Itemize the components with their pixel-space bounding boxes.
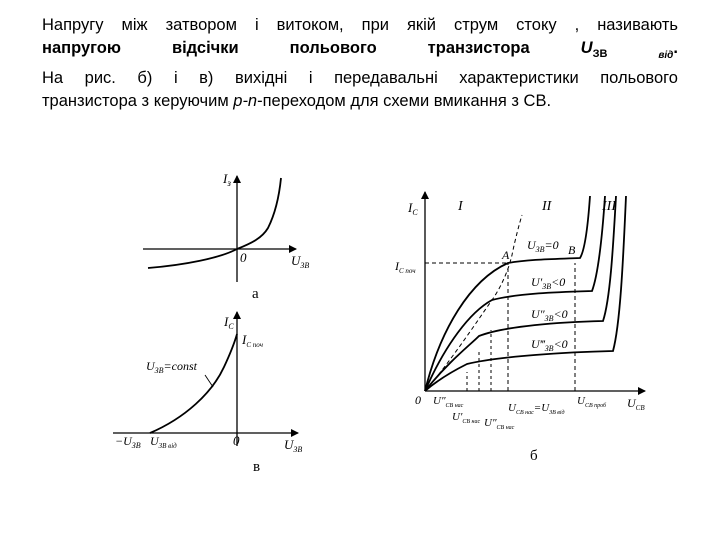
fig-b-x-label: $U_{СВ}$ (627, 396, 645, 412)
fig-b-xlab-3: $U''_{СВ нас}$ (484, 417, 515, 431)
text-line-1: Напругу між затвором і витоком, при якій струм стоку , називають (42, 16, 678, 34)
fig-b-region-3: III (602, 199, 616, 214)
fig-b-curve-2-label: $U'_{ЗВ}<0$ (531, 275, 566, 291)
fig-b-point-b: B (568, 243, 576, 257)
fig-b-origin-label: 0 (415, 393, 421, 407)
fig-v-x-label: $U_{ЗВ}$ (284, 437, 303, 454)
fig-a-x-label: $U_{ЗВ}$ (291, 253, 310, 270)
fig-b-region-2: II (542, 199, 552, 214)
fig-v-caption: в (253, 459, 261, 475)
text-line-4: транзистора з керуючим p-n-переходом для схеми вмикання з СВ. (42, 92, 552, 110)
term-word-1: напругою (42, 39, 121, 57)
fig-b-curve-1-label: $U_{ЗВ}=0$ (527, 238, 559, 254)
term-word-3: польового (289, 39, 377, 57)
fig-v-neg-axis-label: $-U_{ЗВ}$ (115, 434, 141, 450)
fig-b-caption: б (530, 448, 538, 464)
fig-b-ic-label: $I_{С поч}$ (395, 259, 416, 275)
fig-a-curve (148, 178, 281, 268)
fig-b-curve-3-label: $U''_{ЗВ}<0$ (531, 307, 568, 323)
fig-b-xlab-1: $U''_{СВ нас}$ (433, 395, 464, 409)
fig-v-leader-line (205, 375, 213, 387)
cutoff-voltage-symbol: $U_{ЗВ}$ (580, 39, 608, 60)
fig-v-y-label: $I_С$ (224, 314, 234, 331)
fig-a-caption: а (252, 286, 259, 302)
fig-v-cutoff-label: $U_{ЗВ від}$ (150, 434, 177, 450)
fig-b-curve-4-label: $U‴_{ЗВ}<0$ (531, 337, 568, 353)
text-line-3: На рис. б) і в) вихідні і передавальні характеристики польового (42, 69, 678, 87)
fig-b-y-label: $I_С$ (408, 200, 418, 217)
fig-b-xlab-5: $U_{СВ проб}$ (577, 395, 607, 409)
fig-b-xlab-4: $U_{СВ нас}=U_{ЗВ від}$ (508, 402, 565, 416)
fig-b-region-1: I (458, 199, 463, 214)
fig-b-xlab-2: $U'_{СВ нас}$ (452, 411, 481, 425)
fig-b-point-a: A (502, 248, 510, 262)
fig-v-origin-label: 0 (233, 433, 240, 448)
figure-b-output-characteristics (394, 192, 645, 464)
fig-b-curve-4 (425, 196, 626, 391)
fig-v-curve (150, 334, 237, 433)
fig-v-ic-label: $I_{С поч}$ (242, 332, 263, 349)
figure-v-transfer-characteristic (113, 312, 302, 475)
term-word-4: транзистора (427, 39, 530, 57)
fig-v-param-label: $U_{ЗВ}=const$ (146, 359, 197, 375)
fig-a-origin-label: 0 (240, 250, 247, 265)
figure-a-diode-characteristic (143, 171, 309, 302)
term-word-2: відсічки (171, 39, 239, 57)
fig-b-saturation-boundary (425, 215, 522, 391)
fig-a-y-label: $I_з$ (223, 171, 231, 188)
cutoff-voltage-subscript: $_{від}$. (658, 39, 678, 61)
